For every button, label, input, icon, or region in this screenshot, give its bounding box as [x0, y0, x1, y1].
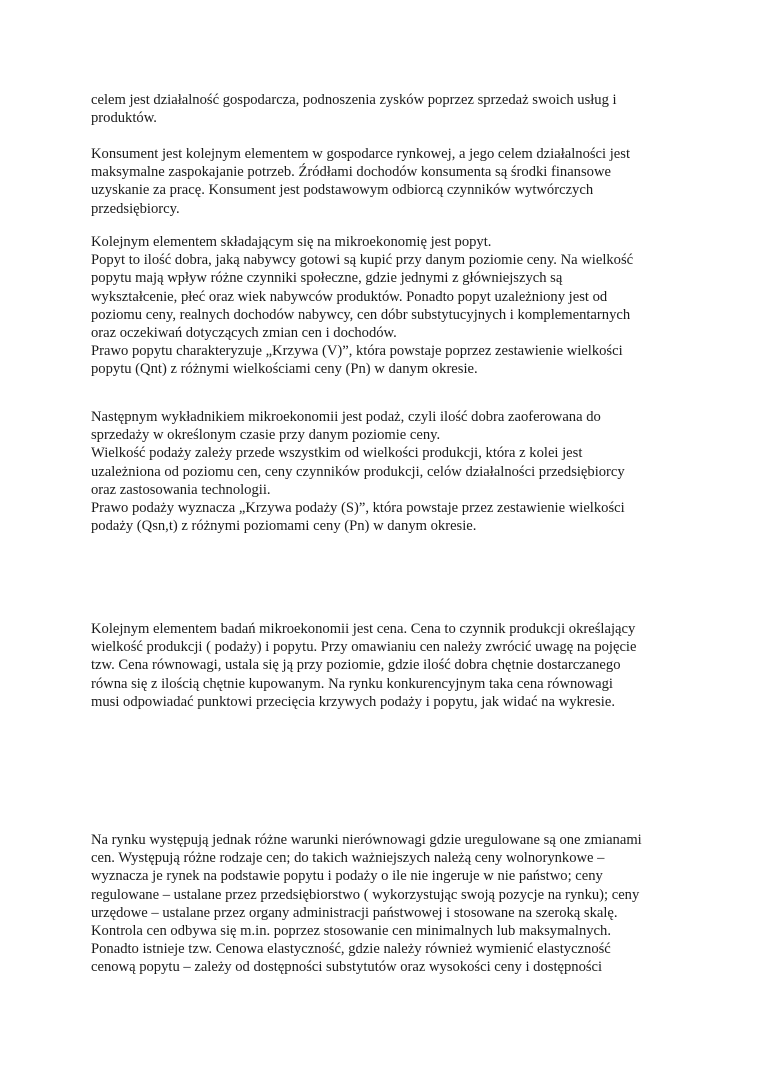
text-line: musi odpowiadać punktowi przecięcia krzywych podaży i popytu, jak widać na wykresie. — [91, 693, 615, 710]
text-line: cenową popytu – zależy od dostępności substytutów oraz wysokości ceny i dostępności — [91, 959, 603, 976]
text-line: regulowane – ustalane przez przedsiębiorstwo ( wykorzystując swoją pozycje na rynku); ceny — [91, 886, 640, 903]
text-line: wyznacza je rynek na podstawie popytu i podaży o ile nie ingeruje w nie państwo; ceny — [91, 868, 603, 885]
paragraph-nierownowaga — [91, 831, 681, 977]
text-line: popytu mają wpływ różne czynniki społeczne, gdzie jednymi z główniejszych są — [91, 270, 563, 287]
text-line: uzyskanie za pracę. Konsument jest podstawowym odbiorcą czynników wytwórczych — [91, 182, 594, 199]
text-line: Prawo podaży wyznacza „Krzywa podaży (S)”, która powstaje przez zestawienie wielkości — [91, 499, 625, 516]
text-line: Następnym wykładnikiem mikroekonomii jest podaż, czyli ilość dobra zaoferowana do — [91, 409, 601, 425]
text-line: maksymalne zaspokajanie potrzeb. Źródłami dochodów konsumenta są środki finansowe — [91, 164, 611, 181]
text-line: uzależniona od poziomu cen, ceny czynników produkcji, celów działalności przedsiębiorcy — [91, 463, 625, 480]
paragraph-konsument — [91, 145, 681, 218]
text-line: urzędowe – ustalane przez organy administracji państwowej i stosowane na szeroką skalę. — [91, 904, 618, 921]
text-line: produktów. — [91, 110, 157, 127]
text-line: celem jest działalność gospodarcza, podnoszenia zysków poprzez sprzedaż swoich usług i — [91, 92, 617, 108]
paragraph-popyt — [91, 233, 681, 379]
text-line: wykształcenie, płeć oraz wiek nabywców produktów. Ponadto popyt uzależniony jest od — [91, 288, 608, 305]
text-line: sprzedaży w określonym czasie przy danym poziomie ceny. — [91, 427, 441, 444]
text-line: cen. Występują różne rodzaje cen; do takich ważniejszych należą ceny wolnorynkowe – — [91, 850, 605, 867]
paragraph-podaz — [91, 408, 681, 535]
text-line: Prawo popytu charakteryzuje „Krzywa (V)”, która powstaje poprzez zestawienie wielkości — [91, 343, 623, 360]
text-line: oraz zastosowania technologii. — [91, 481, 271, 498]
text-line: wielkość produkcji ( podaży) i popytu. Przy omawianiu cen należy zwrócić uwagę na pojęcie — [91, 639, 637, 656]
text-line: równa się z ilością chętnie kupowanym. Na rynku konkurencyjnym taka cena równowagi — [91, 675, 613, 692]
text-line: popytu (Qnt) z różnymi wielkościami ceny (Pn) w danym okresie. — [91, 361, 478, 378]
text-line: Kolejnym elementem badań mikroekonomii jest cena. Cena to czynnik produkcji określający — [91, 621, 636, 637]
text-line: Konsument jest kolejnym elementem w gospodarce rynkowej, a jego celem działalności jest — [91, 146, 630, 162]
text-line: tzw. Cena równowagi, ustala się ją przy poziomie, gdzie ilość dobra chętnie dostarczanego — [91, 657, 621, 674]
paragraph-cena — [91, 620, 681, 711]
paragraph-intro-fragment — [91, 91, 681, 127]
text-line: podaży (Qsn,t) z różnymi poziomami ceny (Pn) w danym okresie. — [91, 518, 477, 535]
text-line: przedsiębiorcy. — [91, 200, 180, 217]
text-line: Ponadto istnieje tzw. Cenowa elastyczność, gdzie należy również wymienić elastyczność — [91, 941, 611, 958]
text-line: Kontrola cen odbywa się m.in. poprzez stosowanie cen minimalnych lub maksymalnych. — [91, 922, 611, 939]
text-line: Na rynku występują jednak różne warunki nierównowagi gdzie uregulowane są one zmianami — [91, 832, 642, 848]
text-line: Kolejnym elementem składającym się na mikroekonomię jest popyt. — [91, 234, 492, 250]
text-line: poziomu ceny, realnych dochodów nabywcy, cen dóbr substytucyjnych i komplementarnych — [91, 306, 631, 323]
text-line: oraz oczekiwań dotyczących zmian cen i dochodów. — [91, 324, 397, 341]
text-line: Wielkość podaży zależy przede wszystkim od wielkości produkcji, która z kolei jest — [91, 445, 583, 462]
text-line: Popyt to ilość dobra, jaką nabywcy gotowi są kupić przy danym poziomie ceny. Na wielkość — [91, 252, 634, 269]
